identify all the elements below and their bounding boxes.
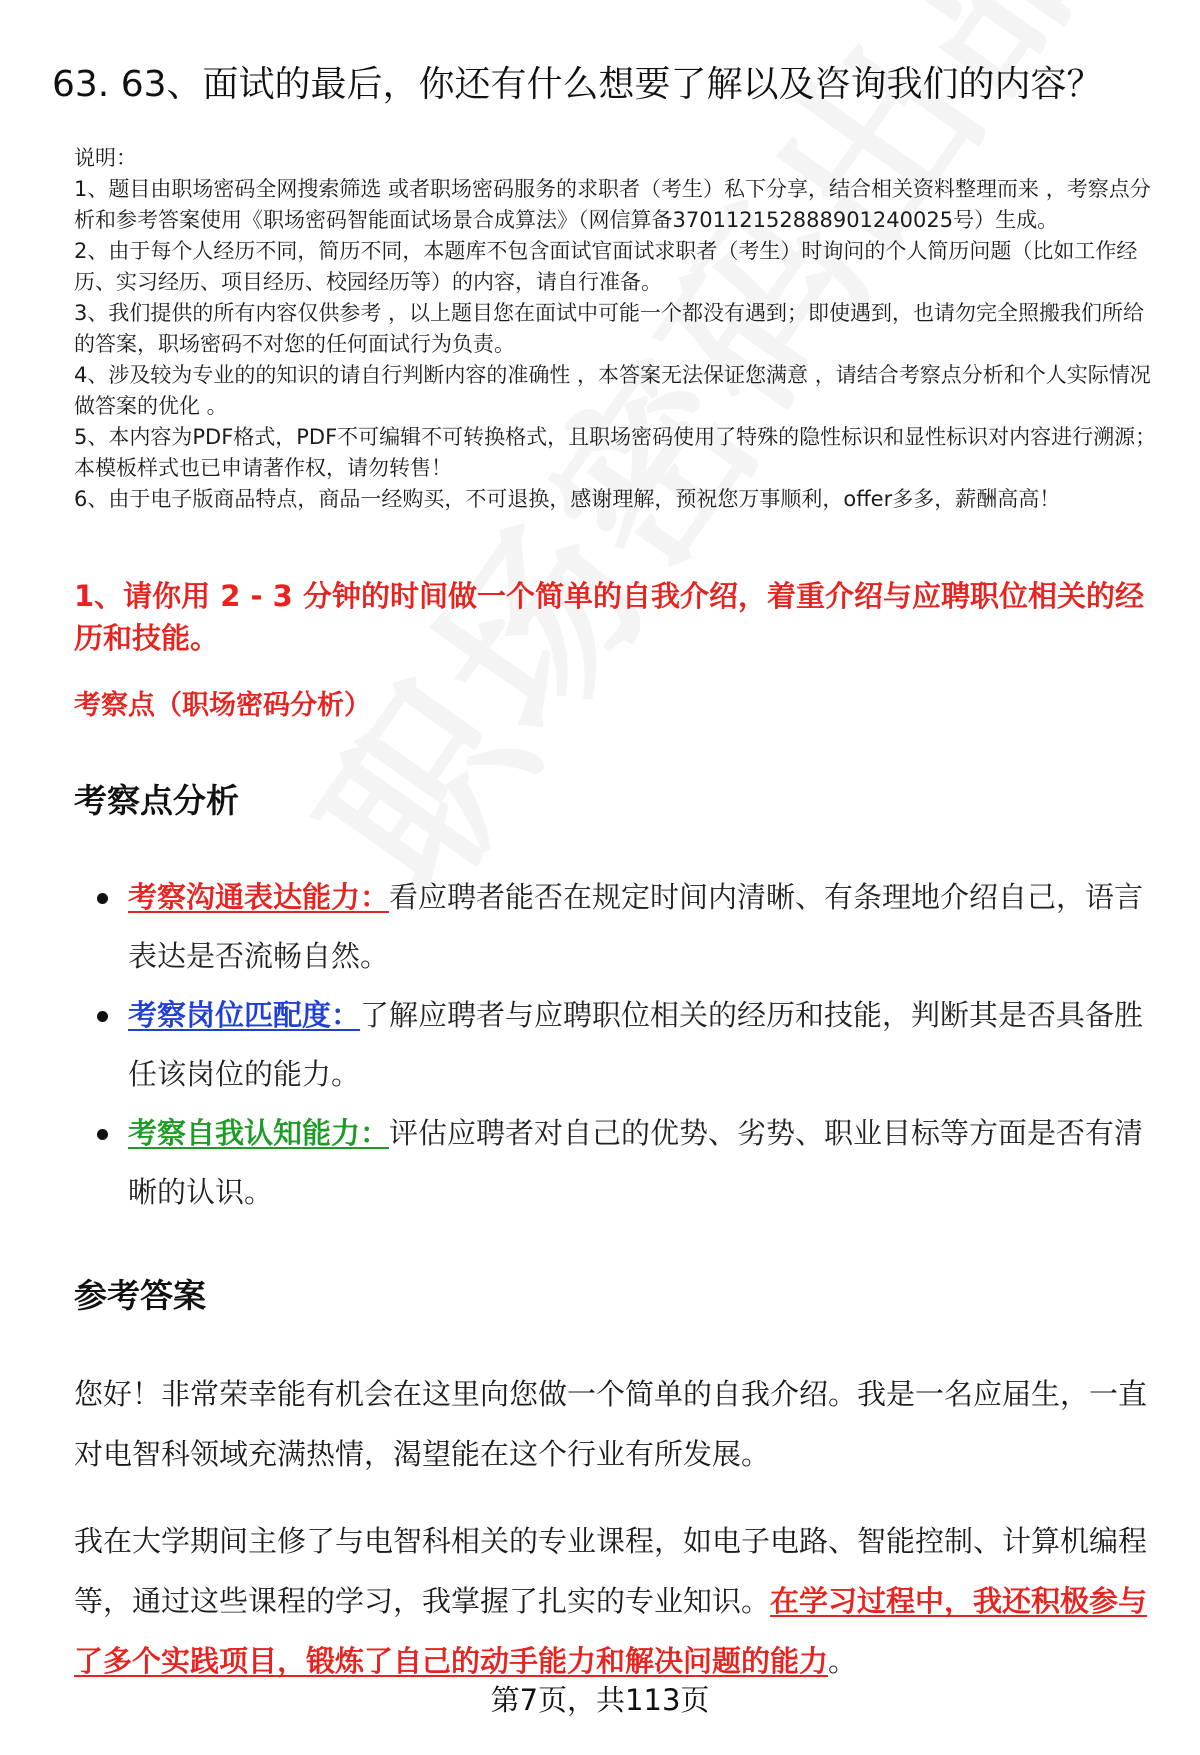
analysis-item <box>74 868 1164 986</box>
note-item: 4、涉及较为专业的的知识的请自行判断内容的准确性 ，本答案无法保证您满意 ，请结合考察点分析和个人实际情况做答案的优化 。 <box>74 363 1151 418</box>
analysis-list <box>74 868 1164 1222</box>
note-item: 3、我们提供的所有内容仅供参考 ，以上题目您在面试中可能一个都没有遇到；即使遇到，也请勿完全照搬我们所给的答案，职场密码不对您的任何面试行为负责。 <box>74 301 1145 356</box>
analysis-heading: 考察点分析 <box>74 781 239 820</box>
analysis-item <box>74 1104 1164 1222</box>
page-number: 第7页，共113页 <box>490 1683 710 1717</box>
answer-heading: 参考答案 <box>74 1276 206 1315</box>
answer-text: 我在大学期间主修了与电智科相关的专业课程，如电子电路、智能控制、计算机编程等，通过这些课程的学习，我掌握了扎实的专业知识。 <box>74 1524 1148 1618</box>
analysis-text: 看应聘者能否在规定时间内清晰、有条理地介绍自己，语言表达是否流畅自然。 <box>128 880 1144 973</box>
note-item: 6、由于电子版商品特点，商品一经购买，不可退换，感谢理解，预祝您万事顺利，offer多多，薪酬高高！ <box>74 487 1061 511</box>
page-title: 63. 63、面试的最后，你还有什么想要了解以及咨询我们的内容？ <box>52 64 1103 105</box>
analysis-text: 评估应聘者对自己的优势、劣势、职业目标等方面是否有清晰的认识。 <box>128 1116 1144 1209</box>
checkpoint-label: 考察点（职场密码分析） <box>74 690 371 721</box>
analysis-text: 了解应聘者与应聘职位相关的经历和技能，判断其是否具备胜任该岗位的能力。 <box>128 998 1144 1091</box>
bullet-dot-icon <box>97 1011 108 1022</box>
note-item: 1、题目由职场密码全网搜索筛选 或者职场密码服务的求职者（考生）私下分享，结合相关资料整理而来 ，考察点分析和参考答案使用《职场密码智能面试场景合成算法》（网信算备370112152888901240025号）生成。 <box>74 177 1151 232</box>
note-item: 5、本内容为PDF格式，PDF不可编辑不可转换格式，且职场密码使用了特殊的隐性标识和显性标识对内容进行溯源；本模板样式也已申请著作权，请勿转售！ <box>74 425 1157 480</box>
bullet-dot-icon <box>97 1129 108 1140</box>
answer-paragraph: 您好！非常荣幸能有机会在这里向您做一个简单的自我介绍。我是一名应届生，一直对电智科领域充满热情，渴望能在这个行业有所发展。 <box>74 1377 1148 1471</box>
answer-highlight: 在学习过程中，我还积极参与了多个实践项目，锻炼了自己的动手能力和解决问题的能力 <box>74 1584 1148 1678</box>
answer-paragraph <box>74 1511 1164 1691</box>
analysis-keyword: 考察沟通表达能力： <box>128 880 390 914</box>
analysis-keyword: 考察岗位匹配度： <box>128 998 361 1032</box>
analysis-item <box>74 986 1164 1104</box>
notes-block <box>74 143 1164 515</box>
note-item: 2、由于每个人经历不同，简历不同，本题库不包含面试官面试求职者（考生）时询问的个人简历问题（比如工作经历、实习经历、项目经历、校园经历等）的内容，请自行准备。 <box>74 239 1138 294</box>
analysis-keyword: 考察自我认知能力： <box>128 1116 390 1150</box>
notes-label: 说明： <box>74 146 137 170</box>
bullet-dot-icon <box>97 893 108 904</box>
question-heading: 1、请你用 2 - 3 分钟的时间做一个简单的自我介绍，着重介绍与应聘职位相关的经历和技能。 <box>74 579 1144 655</box>
answer-text-end: 。 <box>828 1644 858 1678</box>
